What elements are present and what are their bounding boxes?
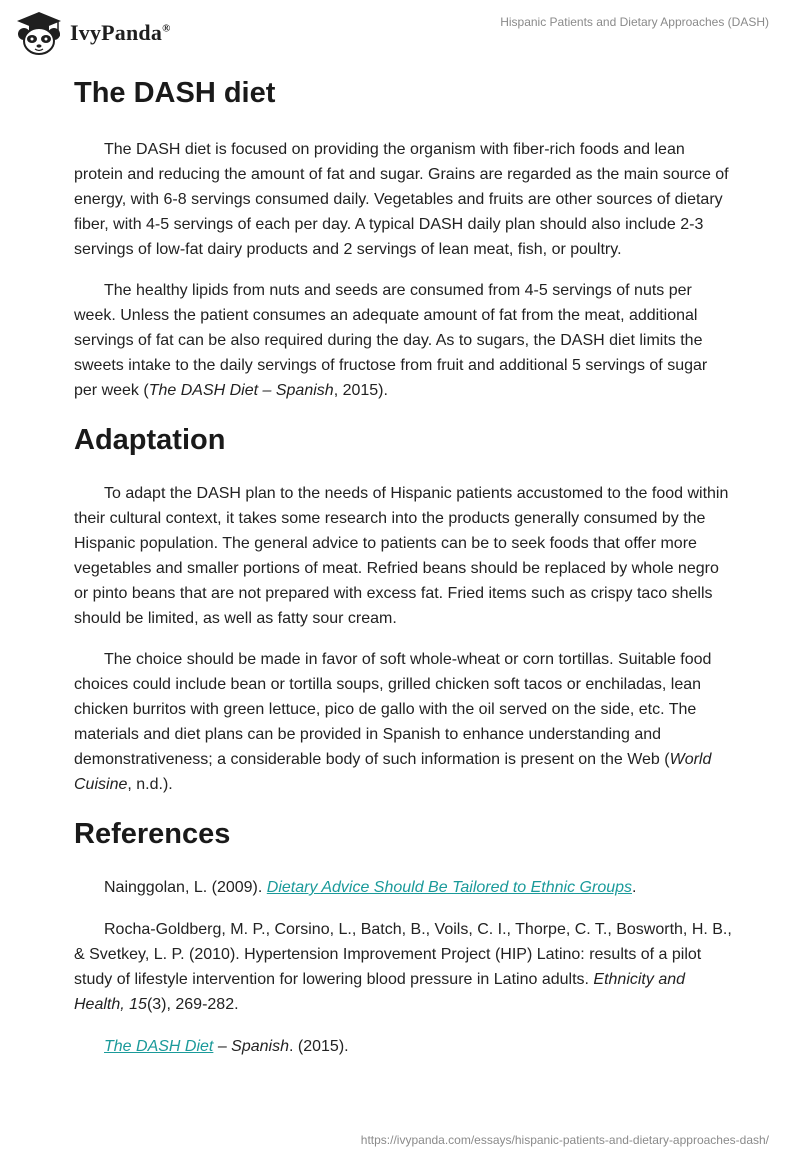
- footer-url: https://ivypanda.com/essays/hispanic-patients-and-dietary-approaches-dash/: [360, 1133, 769, 1147]
- panda-graduate-icon: [14, 10, 64, 56]
- brand-name: IvyPanda®: [70, 20, 171, 45]
- essay-content: [74, 70, 734, 1076]
- citation: The DASH Diet – Spanish: [148, 382, 334, 399]
- paragraph: The healthy lipids from nuts and seeds are consumed from 4-5 servings of nuts per week. Unless the patient consumes an adequate amount of fat from the meat, additional servings of fat can be also required during the day. As to sugars, the DASH diet limits the sweets intake to the daily servings of fructose from fruit and additional 5 servings of sugar per week (The DASH Diet – Spanish, 2015).: [74, 282, 708, 399]
- heading-references: References: [74, 818, 231, 850]
- paragraph: To adapt the DASH plan to the needs of Hispanic patients accustomed to the food within their cultural context, it takes some research into the products generally consumed by the Hispanic population. The general advice to patients can be to seek foods that offer more vegetables and smaller portions of meat. Refried beans should be replaced by whole negro or pinto beans that are not prepared with excess fat. Fried items such as crispy taco shells should be limited, as well as fatty sour cream.: [74, 485, 729, 627]
- heading-adaptation: Adaptation: [74, 424, 226, 456]
- ivypanda-logo[interactable]: [14, 10, 171, 56]
- reference-item: Rocha-Goldberg, M. P., Corsino, L., Batch, B., Voils, C. I., Thorpe, C. T., Bosworth, H. B., & Svetkey, L. P. (2010). Hypertension Improvement Project (HIP) Latino: results of a pilot study of lifestyle intervention for lowering blood pressure in Latino adults. Ethnicity and Health, 15(3), 269-282.: [74, 921, 732, 1013]
- journal-title: Ethnicity and Health, 15: [74, 971, 686, 1013]
- heading-dash-diet: The DASH diet: [74, 77, 276, 109]
- document-title: Hispanic Patients and Dietary Approaches (DASH): [500, 15, 769, 29]
- reference-item: Nainggolan, L. (2009). Dietary Advice Should Be Tailored to Ethnic Groups.: [104, 879, 637, 896]
- paragraph: The DASH diet is focused on providing the organism with fiber-rich foods and lean protein and reducing the amount of fat and sugar. Grains are regarded as the main source of energy, with 6-8 servings consumed daily. Vegetables and fruits are other sources of dietary fiber, with 4-5 servings of each per day. A typical DASH daily plan should also include 2-3 servings of low-fat dairy products and 2 servings of lean meat, fish, or poultry.: [74, 141, 729, 258]
- citation: World Cuisine: [74, 751, 712, 793]
- reference-link[interactable]: The DASH Diet: [104, 1038, 214, 1055]
- reference-link[interactable]: Dietary Advice Should Be Tailored to Ethnic Groups: [266, 879, 633, 896]
- reference-item: The DASH Diet – Spanish. (2015).: [104, 1038, 349, 1055]
- page-header: [0, 0, 800, 68]
- paragraph: The choice should be made in favor of soft whole-wheat or corn tortillas. Suitable food choices could include bean or tortilla soups, grilled chicken soft tacos or enchiladas, lean chicken burritos with green lettuce, pico de gallo with the oil served on the side, etc. The materials and diet plans can be provided in Spanish to enhance understanding and demonstrativeness; a considerable body of such information is present on the Web (World Cuisine, n.d.).: [74, 651, 712, 793]
